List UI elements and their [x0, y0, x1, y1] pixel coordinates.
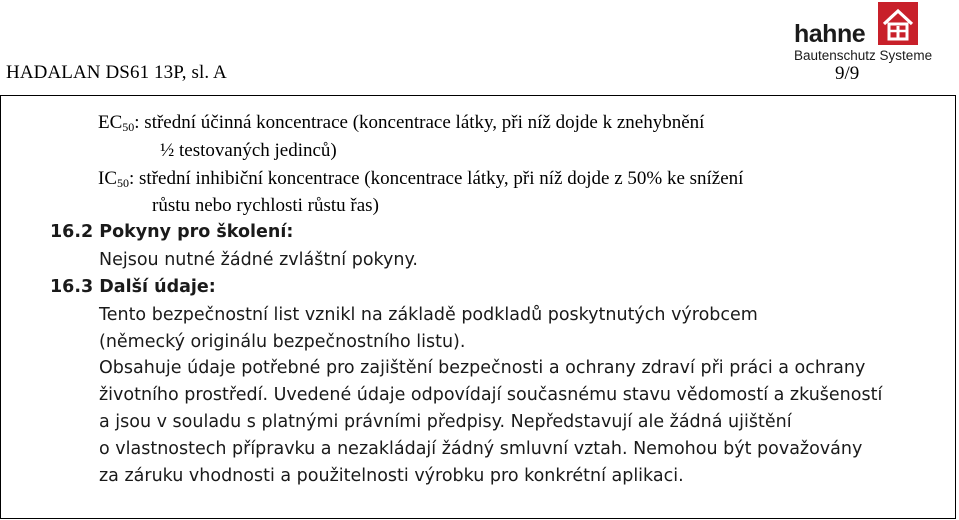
ec-text: : střední účinná koncentrace (koncentrace látky, při níž dojde k znehybnění	[134, 112, 705, 133]
section-16-3-line: a jsou v souladu s platnými právními předpisy. Nepředstavují ale žádná ujištění	[99, 412, 792, 432]
ic-subscript: 50	[117, 176, 129, 190]
ec50-continuation: ½ testovaných jedinců)	[160, 140, 337, 161]
ic-text: : střední inhibiční koncentrace (koncentrace látky, při níž dojde z 50% ke snížení	[129, 168, 744, 189]
section-16-2-text: Nejsou nutné žádné zvláštní pokyny.	[99, 250, 418, 270]
ic50-definition	[98, 168, 743, 190]
section-16-3-line: Obsahuje údaje potřebné pro zajištění bezpečnosti a ochrany zdraví při práci a ochrany	[99, 358, 866, 378]
section-16-3-heading: 16.3 Další údaje:	[50, 277, 216, 297]
ec-abbr: EC	[98, 112, 123, 133]
section-16-3-line: o vlastnostech přípravku a nezakládají žádný smluvní vztah. Nemohou být považovány	[99, 439, 863, 459]
section-16-3-line: životního prostředí. Uvedené údaje odpovídají současnému stavu vědomostí a zkušeností	[99, 385, 883, 405]
ic50-continuation: růstu nebo rychlosti růstu řas)	[152, 195, 379, 216]
page-number: 9/9	[835, 63, 860, 84]
ec-subscript: 50	[122, 120, 135, 134]
section-16-3-line: Tento bezpečnostní list vznikl na základě podkladů poskytnutých výrobcem	[99, 305, 758, 325]
hahne-logo-icon	[878, 2, 918, 45]
section-16-3-line: (německý originálu bezpečnostního listu).	[99, 332, 466, 352]
section-16-3-line: za záruku vhodnosti a použitelnosti výrobku pro konkrétní aplikaci.	[99, 466, 684, 486]
document-title: HADALAN DS61 13P, sl. A	[6, 62, 227, 83]
ec50-definition	[98, 112, 704, 134]
ic-abbr: IC	[98, 168, 117, 189]
hahne-logo	[794, 2, 956, 66]
logo-tagline: Bautenschutz Systeme	[794, 48, 933, 63]
section-16-2-heading: 16.2 Pokyny pro školení:	[50, 222, 294, 242]
logo-brand-text: hahne	[794, 20, 866, 48]
